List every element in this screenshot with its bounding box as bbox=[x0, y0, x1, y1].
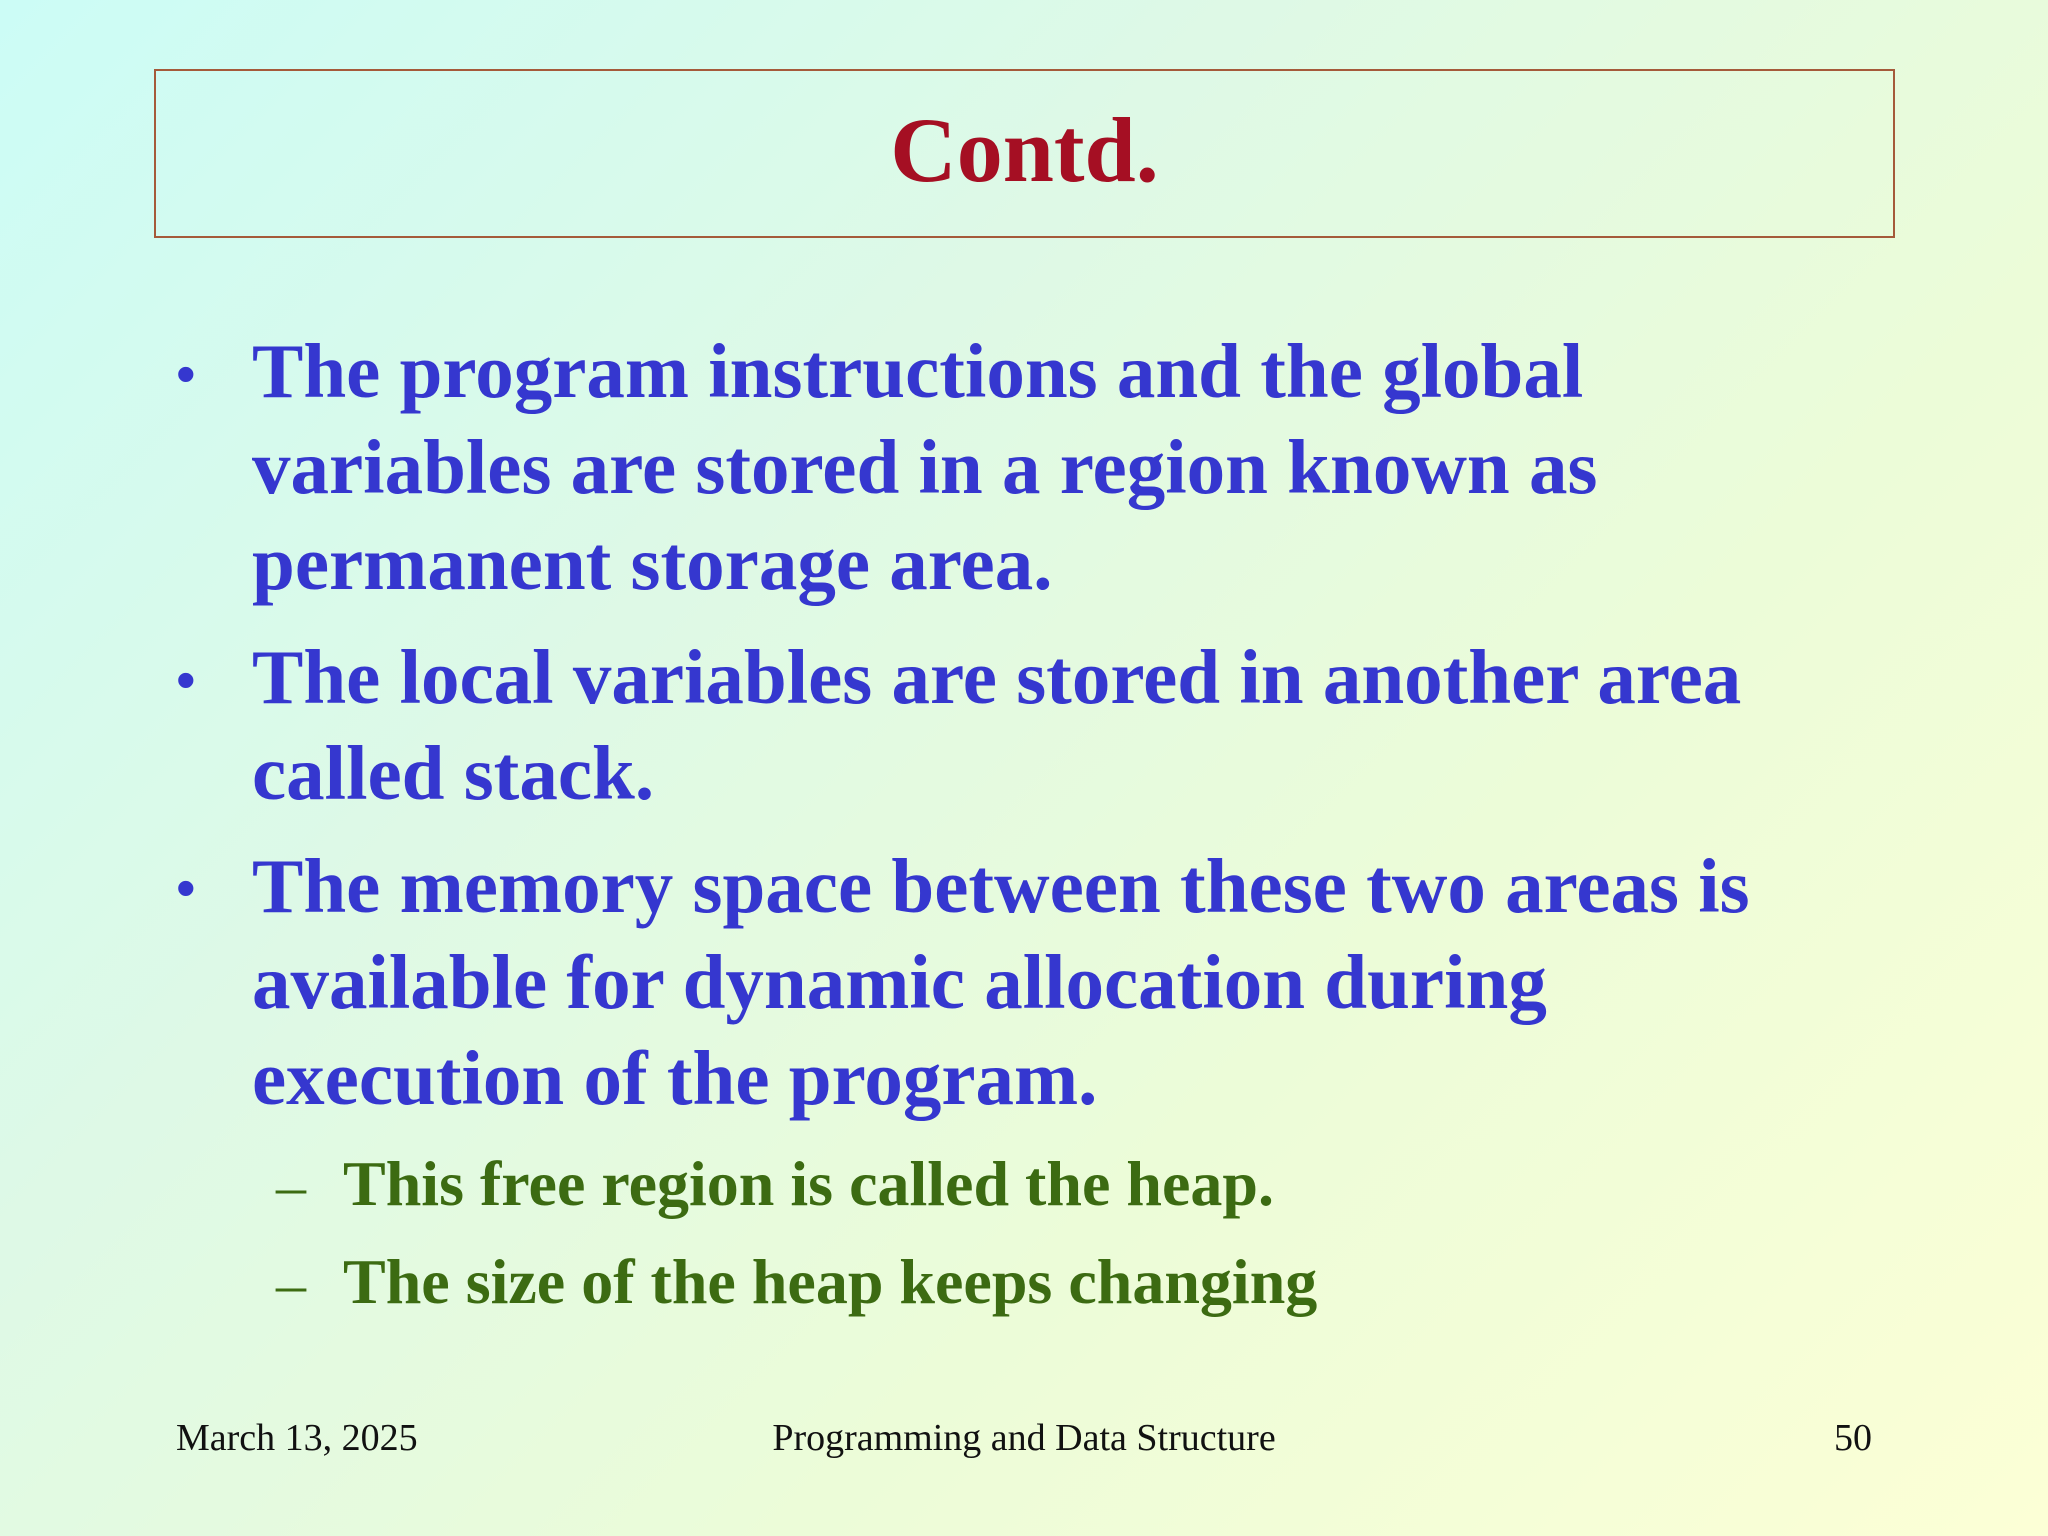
slide-title: Contd. bbox=[890, 98, 1159, 201]
bullet-1-line-3: permanent storage area. bbox=[252, 520, 1053, 606]
footer-page-number: 50 bbox=[1834, 1417, 1872, 1459]
sub-bullet-2: The size of the heap keeps changing bbox=[343, 1246, 1318, 1317]
bullet-2-line-1: The local variables are stored in another area bbox=[252, 634, 1742, 720]
bullet-marker: • bbox=[176, 648, 196, 711]
footer-date: March 13, 2025 bbox=[176, 1417, 418, 1459]
sub-bullet-marker: – bbox=[276, 1251, 306, 1317]
bullet-1-line-1: The program instructions and the global bbox=[252, 328, 1584, 414]
bullet-3-line-2: available for dynamic allocation during bbox=[252, 939, 1547, 1025]
bullet-marker: • bbox=[176, 856, 196, 919]
bullet-1-line-2: variables are stored in a region known as bbox=[252, 424, 1598, 510]
bullet-3-line-1: The memory space between these two areas is bbox=[252, 843, 1750, 929]
sub-bullet-1: This free region is called the heap. bbox=[343, 1148, 1274, 1219]
bullet-marker: • bbox=[176, 342, 196, 405]
bullet-1 bbox=[252, 323, 1872, 611]
title-box bbox=[154, 69, 1895, 238]
footer-course: Programming and Data Structure bbox=[772, 1417, 1276, 1459]
bullet-2-line-2: called stack. bbox=[252, 730, 655, 816]
sub-bullet-marker: – bbox=[276, 1153, 306, 1219]
bullet-3 bbox=[252, 838, 1872, 1126]
bullet-2 bbox=[252, 629, 1872, 821]
bullet-3-line-3: execution of the program. bbox=[252, 1035, 1098, 1121]
